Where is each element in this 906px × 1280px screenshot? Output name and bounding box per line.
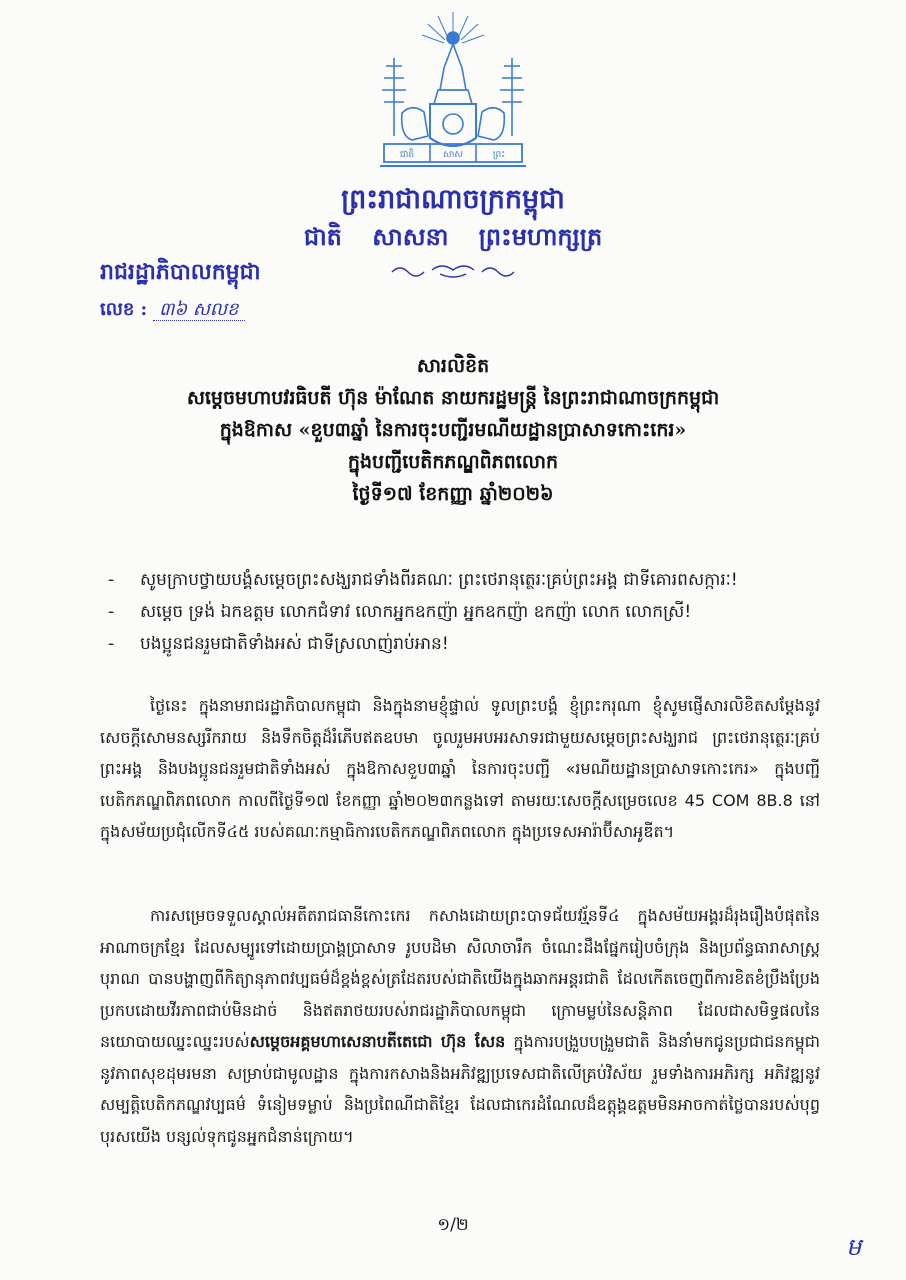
paragraph-2-part-b: ក្នុងការបង្រួបបង្រួមជាតិ និងនាំមកជូនប្រជាជនកម្ពុជានូវភាពសុខដុមរមនា សម្រាប់ជាមូលដ្ឋាន ក្នុងការកសាងនិងអភិវឌ្ឍប្រទេសជាតិលើគ្រប់វិស័យ រួមទាំងការអភិរក្ស អភិវឌ្ឍនូវសម្បត្តិបេតិកភណ្ឌវប្បធម៌ ទំនៀមទម្លាប់ និងប្រពៃណីជាតិខ្មែរ ដែលជាកេរដំណែលដ៏ឧត្តុង្គឧត្តមមិនអាចកាត់ថ្លៃបានរបស់បុព្វបុរសយើង បន្សល់ទុកជូនអ្នកជំនាន់ក្រោយ។ — [100, 1032, 821, 1146]
crest-panel-center: សាស — [443, 150, 463, 160]
paragraph-2-bold-name: សម្តេចអគ្គមហាសេនាបតីតេជោ ហ៊ុន សែន — [249, 1032, 506, 1051]
title-line-2: សម្តេចមហាបវរធិបតី ហ៊ុន ម៉ាណែត នាយករដ្ឋមន្ត្រី នៃព្រះរាជាណាចក្រកម្ពុជា — [186, 387, 720, 409]
greeting-item: - សូមក្រាបថ្វាយបង្គំសម្តេចព្រះសង្ឃរាជទាំងពីរគណៈ ព្រះថេរានុត្ថេរៈគ្រប់ព្រះអង្គ ជាទីគោរពសក្ការៈ! — [100, 564, 820, 596]
title-line-5: ថ្ងៃទី១៧ ខែកញ្ញា ឆ្នាំ២០២៦ — [352, 483, 554, 505]
letter-title — [100, 350, 806, 510]
reference-label: លេខ : — [100, 299, 148, 320]
crest-panel-right: ព្រះ — [492, 150, 506, 160]
divider-ornament-icon — [388, 260, 518, 280]
title-line-1: សារលិខិត — [416, 355, 490, 377]
handwritten-initial: ម — [846, 1233, 862, 1261]
paragraph-2-part-a: ការសម្រេចទទួលស្គាល់អតីតរាជធានីកោះកេរ កសាងដោយព្រះបាទជ័យវរ្ម័នទី៤ ក្នុងសម័យអង្គរដ៏រុងរឿងបំផុតនៃអាណាចក្រខ្មែរ ដែលសម្បូរទៅដោយប្រាង្គប្រាសាទ រូបបដិមា សិលាចារឹក ចំណេះដឹងផ្នែករៀបចំក្រុង និងប្រព័ន្ធធារាសាស្ត្របុរាណ បានបង្ហាញពីកិត្យានុភាពវប្បធម៌ដ៏ខ្ពង់ខ្ពស់ត្រដែតរបស់ជាតិយើងក្នុងឆាកអន្តរជាតិ ដែលកើតចេញពីការខិតខំប្រឹងប្រែងប្រកបដោយវីរភាពជាប់មិនដាច់ និងឥតរាថយរបស់រាជរដ្ឋាភិបាលកម្ពុជា ក្រោមម្លប់នៃសន្តិភាព ដែលជាសមិទ្ធផលនៃនយោបាយឈ្នះឈ្នះរបស់ — [100, 906, 820, 1051]
body-paragraph-2 — [100, 900, 820, 1152]
body-paragraph-1: ថ្ងៃនេះ ក្នុងនាមរាជរដ្ឋាភិបាលកម្ពុជា និងក្នុងនាមខ្ញុំផ្ទាល់ ទូលព្រះបង្គំ ខ្ញុំព្រះករុណា ខ្ញុំសូមផ្ញើសារលិខិតសម្តែងនូវសេចក្តីសោមនស្សរីករាយ និងទឹកចិត្តដ៏រំភើបឥតឧបមា ចូលរួមអបអរសាទរជាមួយសម្តេចព្រះសង្ឃរាជ ព្រះថេរានុត្ថេរៈគ្រប់ព្រះអង្គ និងបងប្អូនជនរួមជាតិទាំងអស់ ក្នុងឱកាសខួប៣ឆ្នាំ នៃការចុះបញ្ជី «រមណីយដ្ឋានប្រាសាទកោះកេរ» ក្នុងបញ្ជីបេតិកភណ្ឌពិភពលោក កាលពីថ្ងៃទី១៧ ខែកញ្ញា ឆ្នាំ២០២៣កន្លងទៅ តាមរយៈសេចក្តីសម្រេចលេខ 45 COM 8B.8 នៅក្នុងសម័យប្រជុំលើកទី៤៥ របស់គណៈកម្មាធិការបេតិកភណ្ឌពិភពលោក ក្នុងប្រទេសអារ៉ាប៊ីសាអូឌីត។ — [100, 696, 820, 841]
royal-crest-icon — [372, 8, 534, 180]
crest-panel-left: ជាតិ — [399, 150, 415, 160]
government-name: រាជរដ្ឋាភិបាលកម្ពុជា — [100, 259, 261, 285]
kingdom-title: ព្រះរាជាណាចក្រកម្ពុជា — [341, 184, 565, 215]
title-line-4: ក្នុងបញ្ជីបេតិកភណ្ឌពិភពលោក — [347, 451, 559, 473]
reference-number — [100, 297, 245, 324]
greeting-item: - បងប្អូនជនរួមជាតិទាំងអស់ ជាទីស្រលាញ់រាប់អាន! — [100, 628, 820, 660]
greetings-list — [100, 564, 820, 660]
national-motto: ជាតិ សាសនា ព្រះមហាក្សត្រ — [303, 222, 603, 251]
reference-value: ៣៦ សលខ — [153, 299, 245, 321]
title-line-3: ក្នុងឱកាស «ខួប៣ឆ្នាំ នៃការចុះបញ្ជីរមណីយដ្ឋានប្រាសាទកោះកេរ» — [219, 419, 687, 441]
greeting-item: - សម្តេច ទ្រង់ ឯកឧត្តម លោកជំទាវ លោកអ្នកឧកញ៉ា អ្នកឧកញ៉ា ឧកញ៉ា លោក លោកស្រី! — [100, 596, 820, 628]
page-number: ១/២ — [437, 1215, 469, 1235]
